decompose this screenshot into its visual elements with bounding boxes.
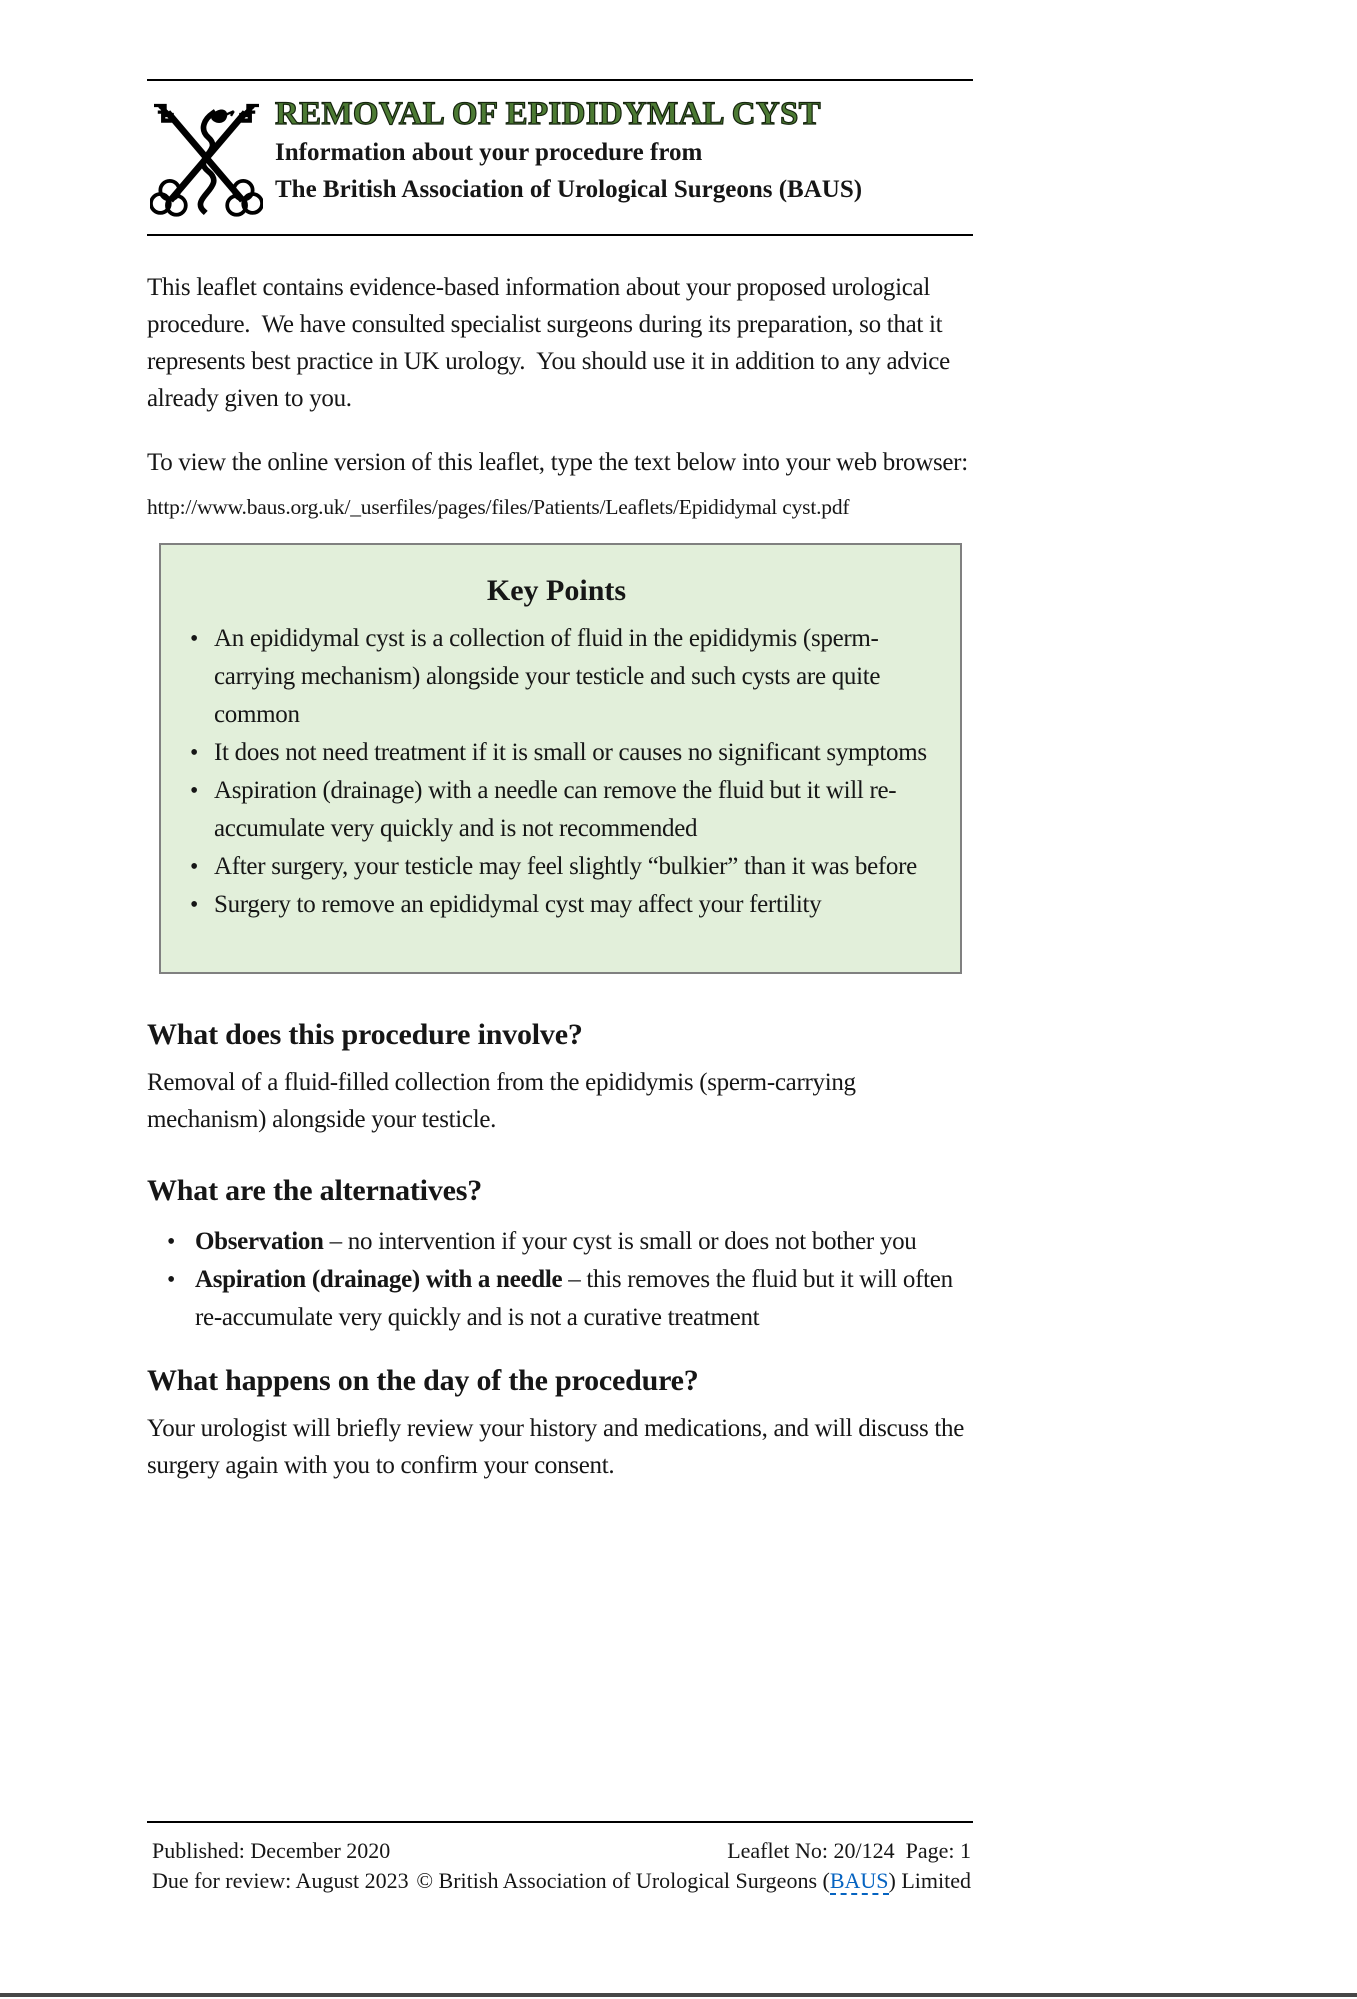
copyright-notice [416,1866,971,1896]
top-divider [147,79,973,81]
leaflet-page [147,79,973,1484]
alternative-item [147,1261,973,1337]
review-date: Due for review: August 2023 [152,1868,409,1893]
page-title: REMOVAL OF EPIDIDYMAL CYST [275,96,821,132]
published-date: Published: December 2020 [152,1838,391,1863]
alternative-item [147,1223,973,1261]
key-points-box [159,543,962,974]
key-point-item [173,848,940,886]
baus-crest-logo [150,92,263,217]
copyright-prefix: © British Association of Urological Surgeons ( [416,1868,830,1893]
copyright-suffix: ) Limited [888,1868,971,1893]
crossed-keys-serpent-icon [150,92,263,217]
intro-paragraph: This leaflet contains evidence-based information about your proposed urological procedure. We have consulted specialist surgeons during its preparation, so that it represents best practice in UK urology. You should use it in addition to any advice already given to you. [147,274,956,412]
footer-rows [147,1823,973,1896]
section-body-procedure: Removal of a fluid-filled collection from the epididymis (sperm-carrying mechanism) alongside your testicle. [147,1069,856,1133]
key-points-list [173,620,940,924]
leaflet-url: http://www.baus.org.uk/_userfiles/pages/files/Patients/Leaflets/Epididymal cyst.pdf [147,495,850,519]
key-point-item [173,772,940,848]
key-points-title: Key Points [486,574,627,607]
subtitle-line-2: The British Association of Urological Surgeons (BAUS) [275,176,863,203]
alternative-name: Aspiration (drainage) with a needle [195,1266,563,1293]
key-point-item [173,620,940,734]
key-point-item [173,886,940,924]
page-bottom-edge [0,1993,1357,1997]
footer-row-2 [152,1866,971,1896]
alternative-name: Observation [195,1228,324,1255]
key-point-item [173,734,940,772]
section-heading-day-of-procedure: What happens on the day of the procedure? [147,1364,699,1397]
key-point-text: Aspiration (drainage) with a needle can remove the fluid but it will re-accumulate very quickly and is not recommended [214,777,897,842]
alternatives-list [147,1223,973,1337]
section-body-day-of-procedure: Your urologist will briefly review your history and medications, and will discuss the surgery again with you to confirm your consent. [147,1415,964,1479]
online-version-paragraph: To view the online version of this leaflet, type the text below into your web browser: [147,449,968,476]
footer-row-1 [152,1836,971,1866]
leaflet-footer [147,1821,973,1896]
section-heading-alternatives: What are the alternatives? [147,1174,483,1207]
key-point-text: It does not need treatment if it is small or causes no significant symptoms [214,739,927,766]
key-point-text: Surgery to remove an epididymal cyst may affect your fertility [214,891,822,918]
alternative-description: – this removes the fluid but it will often re-accumulate very quickly and is not a curative treatment [195,1266,953,1331]
title-block [275,92,862,208]
key-point-text: After surgery, your testicle may feel slightly “bulkier” than it was before [214,853,917,880]
alternative-description: – no intervention if your cyst is small or does not bother you [323,1228,917,1255]
leaflet-header [147,92,973,217]
leaflet-number: Leaflet No: 20/124 Page: 1 [727,1838,971,1863]
key-point-text: An epididymal cyst is a collection of fluid in the epididymis (sperm-carrying mechanism) alongside your testicle and such cysts are quite common [214,625,881,728]
header-divider [147,234,973,236]
section-heading-procedure: What does this procedure involve? [147,1018,583,1051]
subtitle-line-1: Information about your procedure from [275,139,703,166]
baus-link[interactable]: BAUS [829,1868,889,1893]
